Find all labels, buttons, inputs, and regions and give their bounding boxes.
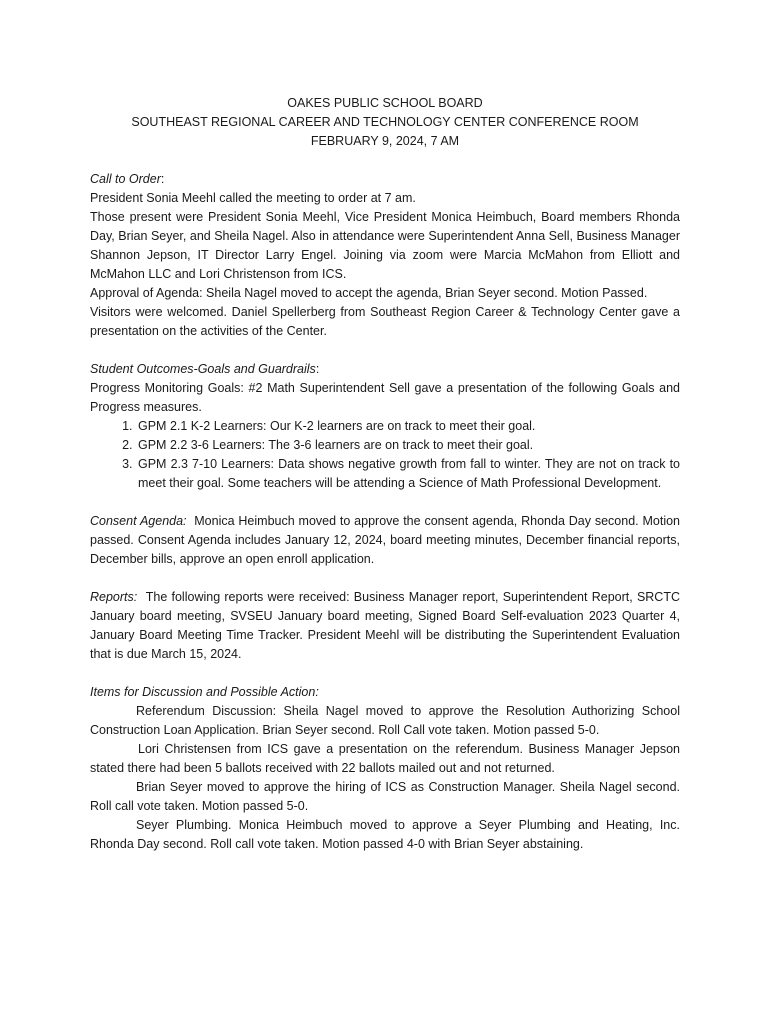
attendance-paragraph: Those present were President Sonia Meehl, Vice President Monica Heimbuch, Board members Rhonda Day, Brian Seyer, and Sheila Nagel. Also in attendance were Superintendent Anna Sell, Business Manager Shannon Jepson, IT Director Larry Engel. Joining via zoom were Marcia McMahon from Elliott and McMahon LLC and Lori Christenson from ICS. <box>90 210 680 281</box>
reports-text: The following reports were received: Business Manager report, Superintendent Report, SRCTC January board meeting, SVSEU January board meeting, Signed Board Self-evaluation 2023 Quarter 4, January Board Meeting Time Tracker. President Meehl will be distributing the Superintendent Evaluation that is due March 15, 2024. <box>90 590 680 661</box>
meeting-location: SOUTHEAST REGIONAL CAREER AND TECHNOLOGY CENTER CONFERENCE ROOM <box>131 115 639 129</box>
visitors-paragraph: Visitors were welcomed. Daniel Spellerberg from Southeast Region Career & Technology Center gave a presentation on the activities of the Center. <box>90 305 680 338</box>
call-to-order-title: Call to Order <box>90 172 161 186</box>
call-to-order-paragraph: President Sonia Meehl called the meeting to order at 7 am. <box>90 191 416 205</box>
list-item: 1. GPM 2.1 K-2 Learners: Our K-2 learners are on track to meet their goal. <box>136 417 680 436</box>
reports-title: Reports: <box>90 590 138 604</box>
consent-agenda-title: Consent Agenda: <box>90 514 187 528</box>
consent-agenda-paragraph <box>90 512 680 569</box>
agenda-approval-paragraph: Approval of Agenda: Sheila Nagel moved to accept the agenda, Brian Seyer second. Motion Passed. <box>90 286 648 300</box>
list-item: 2. GPM 2.2 3-6 Learners: The 3-6 learners are on track to meet their goal. <box>136 436 680 455</box>
progress-monitoring-paragraph: Progress Monitoring Goals: #2 Math Superintendent Sell gave a presentation of the following Goals and Progress measures. <box>90 381 680 414</box>
student-outcomes-heading: Student Outcomes-Goals and Guardrails: <box>90 362 320 376</box>
document-header <box>90 94 680 151</box>
reports-paragraph <box>90 588 680 664</box>
list-item: 3. GPM 2.3 7-10 Learners: Data shows negative growth from fall to winter. They are not on track to meet their goal. Some teachers will be attending a Science of Math Professional Development. <box>136 455 680 493</box>
ics-presentation-paragraph: Lori Christensen from ICS gave a presentation on the referendum. Business Manager Jepson stated there had been 5 ballots received with 22 ballots mailed out and not returned. <box>90 742 680 775</box>
construction-manager-paragraph: Brian Seyer moved to approve the hiring of ICS as Construction Manager. Sheila Nagel second. Roll call vote taken. Motion passed 5-0. <box>90 780 680 813</box>
referendum-paragraph: Referendum Discussion: Sheila Nagel moved to approve the Resolution Authorizing School Construction Loan Application. Brian Seyer second. Roll Call vote taken. Motion passed 5-0. <box>90 704 680 737</box>
call-to-order-heading: Call to Order: <box>90 172 165 186</box>
student-outcomes-title: Student Outcomes-Goals and Guardrails <box>90 362 316 376</box>
goals-list <box>90 417 680 493</box>
seyer-plumbing-paragraph: Seyer Plumbing. Monica Heimbuch moved to approve a Seyer Plumbing and Heating, Inc. Rhonda Day second. Roll call vote taken. Motion passed 4-0 with Brian Seyer abstaining. <box>90 818 680 851</box>
minutes-body <box>90 170 680 854</box>
discussion-title: Items for Discussion and Possible Action: <box>90 685 319 699</box>
meeting-date: FEBRUARY 9, 2024, 7 AM <box>310 134 460 148</box>
consent-agenda-text: Monica Heimbuch moved to approve the consent agenda, Rhonda Day second. Motion passed. Consent Agenda includes January 12, 2024, board meeting minutes, December financial reports, December bills, approve an open enroll application. <box>90 514 681 566</box>
board-name: OAKES PUBLIC SCHOOL BOARD <box>287 96 483 110</box>
